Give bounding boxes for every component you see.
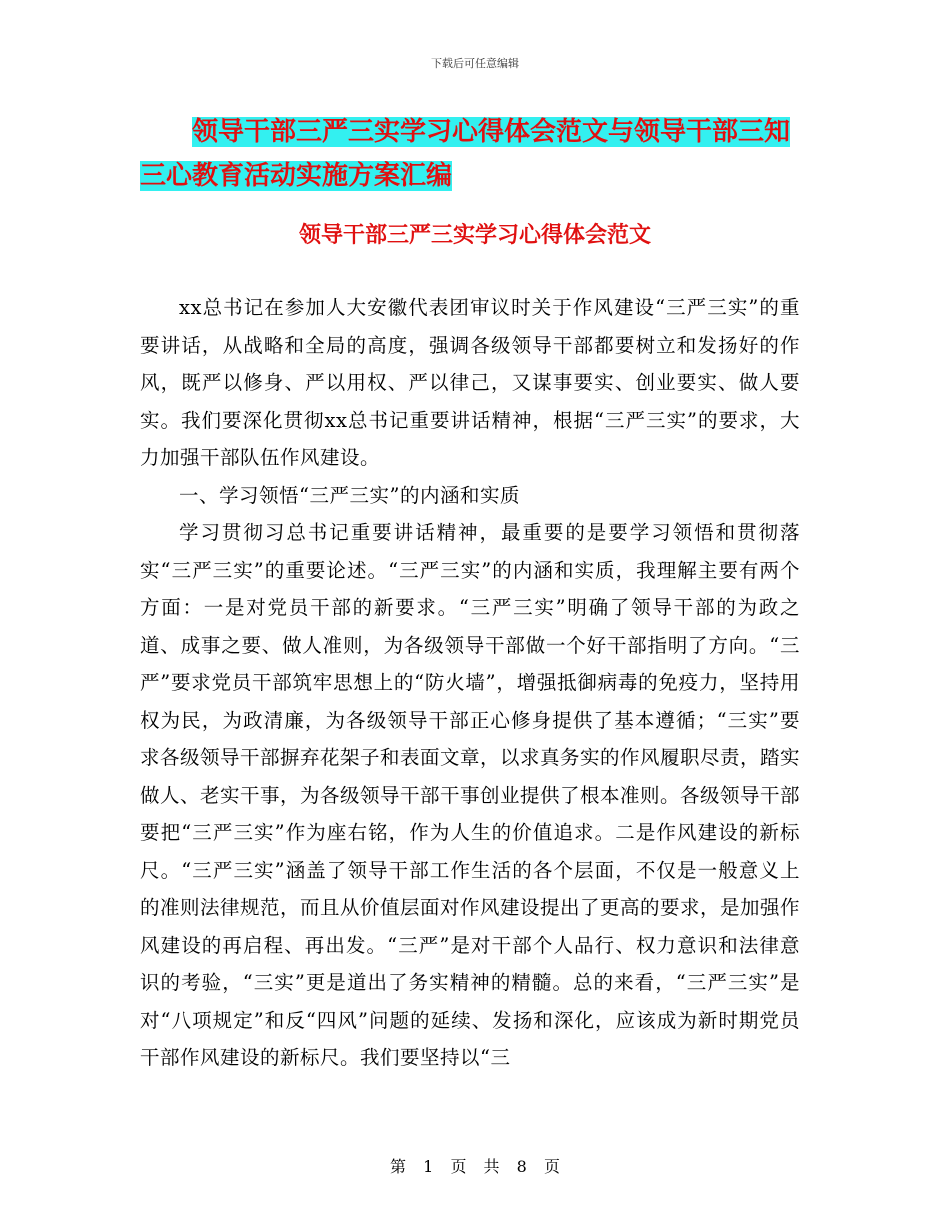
document-title-line-1-text: 领导干部三严三实学习心得体会范文与领导干部三知 <box>192 117 791 147</box>
page-footer <box>0 1154 950 1177</box>
document-title <box>140 110 810 198</box>
paragraph-heading-1: 一、学习领悟“三严三实”的内涵和实质 <box>179 483 520 507</box>
document-title-line-2 <box>140 154 810 198</box>
footer-suffix: 页 <box>543 1157 560 1176</box>
footer-total-pages: 8 <box>516 1157 527 1176</box>
footer-page-number: 1 <box>423 1157 434 1176</box>
document-body <box>140 289 800 1077</box>
footer-page-label: 页 <box>450 1157 467 1176</box>
paragraph-intro: xx总书记在参加人大安徽代表团审议时关于作风建设“三严三实”的重要讲话，从战略和全局的高度，强调各级领导干部都要树立和发扬好的作风，既严以修身、严以用权、严以律己，又谋事要实、创业要实、做人要实。我们要深化贯彻xx总书记重要讲话精神，根据“三严三实”的要求，大力加强干部队伍作风建设。 <box>140 296 800 469</box>
document-title-line-1 <box>140 110 810 154</box>
footer-prefix: 第 <box>390 1157 407 1176</box>
footer-total-label: 共 <box>483 1157 500 1176</box>
document-title-line-2-text: 三心教育活动实施方案汇编 <box>140 161 453 191</box>
section-title: 领导干部三严三实学习心得体会范文 <box>298 223 651 248</box>
paragraph-main: 学习贯彻习总书记重要讲话精神，最重要的是要学习领悟和贯彻落实“三严三实”的重要论述。“三严三实”的内涵和实质，我理解主要有两个方面：一是对党员干部的新要求。“三严三实”明确了领导干部的为政之道、成事之要、做人准则，为各级领导干部做一个好干部指明了方向。“三严”要求党员干部筑牢思想上的“防火墙”，增强抵御病毒的免疫力，坚持用权为民，为政清廉，为各级领导干部正心修身提供了基本遵循；“三实”要求各级领导干部摒弃花架子和表面文章，以求真务实的作风履职尽责，踏实做人、老实干事，为各级领导干部干事创业提供了根本准则。各级领导干部要把“三严三实”作为座右铭，作为人生的价值追求。二是作风建设的新标尺。“三严三实”涵盖了领导干部工作生活的各个层面，不仅是一般意义上的准则法律规范，而且从价值层面对作风建设提出了更高的要求，是加强作风建设的再启程、再出发。“三严”是对干部个人品行、权力意识和法律意识的考验，“三实”更是道出了务实精神的精髓。总的来看，“三严三实”是对“八项规定”和反“四风”问题的延续、发扬和深化，应该成为新时期党员干部作风建设的新标尺。我们要坚持以“三 <box>140 521 801 1069</box>
header-note: 下载后可任意编辑 <box>431 57 519 70</box>
